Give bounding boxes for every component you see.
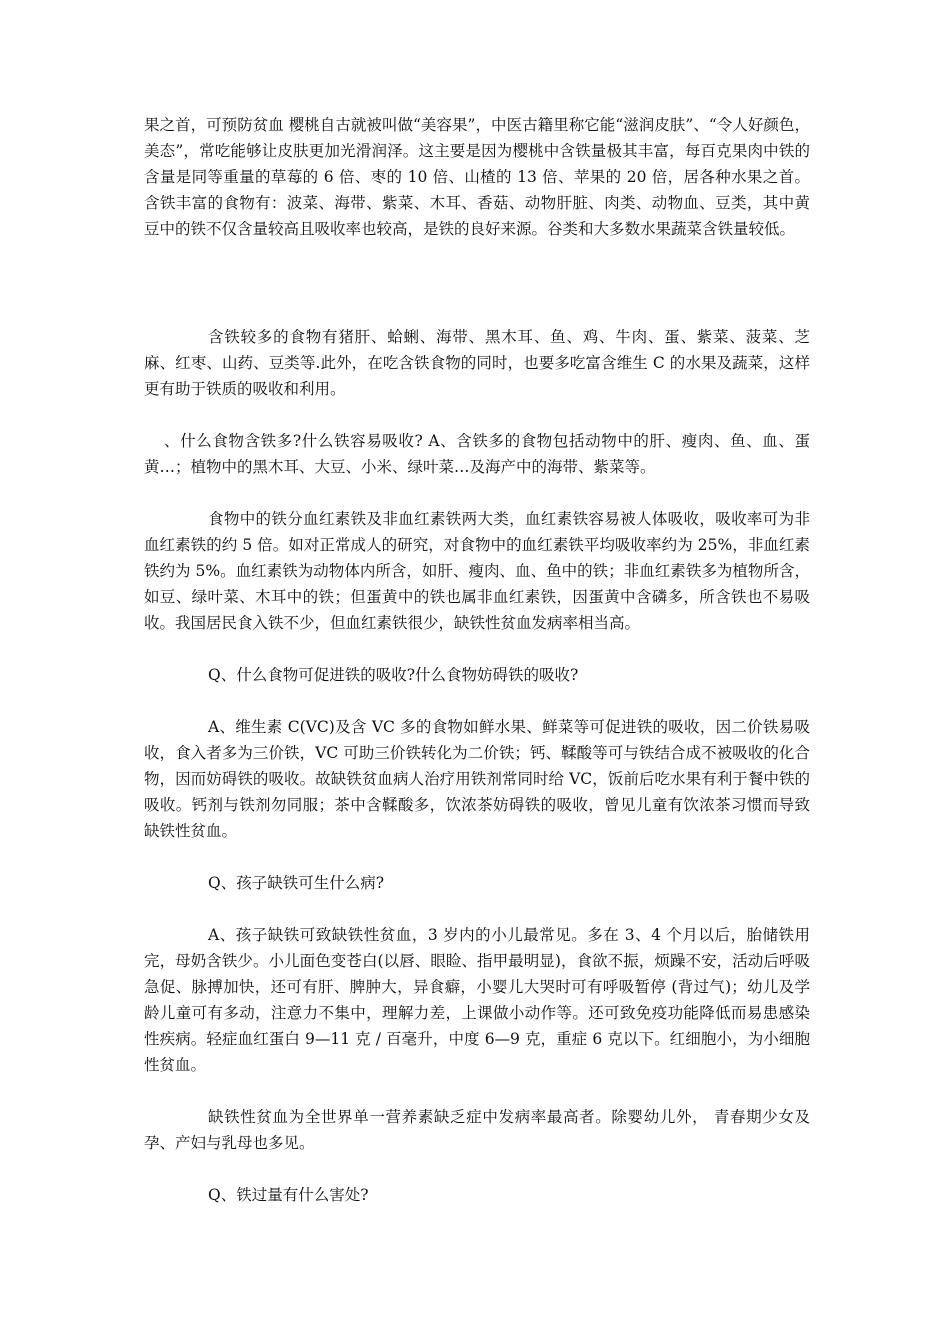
answer-child-deficiency: A、孩子缺铁可致缺铁性贫血，3 岁内的小儿最常见。多在 3、4 个月以后，胎储铁用完，母奶含铁少。小儿面色变苍白(以唇、眼睑、指甲最明显)，食欲不振，烦躁不安，活动后呼吸急促、脉搏加快，还可有肝、脾肿大，异食癖，小婴儿大哭时可有呼吸暂停 (背过气)；幼儿及学龄儿童可有多动，注意力不集中，理解力差，上课做小动作等。还可致免疫功能降低而易患感染性疾病。轻症血红蛋白 9—11 克 / 百毫升，中度 6—9 克，重症 6 克以下。红细胞小，为小细胞性贫血。	[144, 926, 810, 1074]
question-absorption: Q、什么食物可促进铁的吸收?什么食物妨碍铁的吸收?	[208, 666, 579, 684]
paragraph-cherry-iron: 果之首，可预防贫血 樱桃自古就被叫做“美容果”，中医古籍里称它能“滋润皮肤”、“令人好颜色，美态”，常吃能够让皮肤更加光滑润泽。这主要是因为樱桃中含铁量极其丰富，每百克果肉中铁的含量是同等重量的草莓的 6 倍、枣的 10 倍、山楂的 13 倍、苹果的 20 倍，居各种水果之首。 含铁丰富的食物有：波菜、海带、紫菜、木耳、香菇、动物肝脏、肉类、动物血、豆类，其中黄豆中的铁不仅含量较高且吸收率也较高，是铁的良好来源。谷类和大多数水果蔬菜含铁量较低。	[144, 116, 810, 238]
paragraph-heme-iron: 食物中的铁分血红素铁及非血红素铁两大类，血红素铁容易被人体吸收，吸收率可为非血红素铁的约 5 倍。如对正常成人的研究，对食物中的血红素铁平均吸收率约为 25%，非血红素铁约为 5%。血红素铁为动物体内所含，如肝、瘦肉、血、鱼中的铁；非血红素铁多为植物所含，如豆、绿叶菜、木耳中的铁；但蛋黄中的铁也属非血红素铁，因蛋黄中含磷多，所含铁也不易吸收。我国居民食入铁不少，但血红素铁很少，缺铁性贫血发病率相当高。	[144, 510, 810, 632]
paragraph-iron-rich-foods: 含铁较多的食物有猪肝、蛤蜊、海带、黑木耳、鱼、鸡、牛肉、蛋、紫菜、菠菜、芝麻、红枣、山药、豆类等.此外，在吃含铁食物的同时，也要多吃富含维生 C 的水果及蔬菜，这样更有助于铁质的吸收和利用。	[144, 328, 810, 398]
question-iron-overload: Q、铁过量有什么害处?	[208, 1186, 369, 1204]
paragraph-anemia-prevalence: 缺铁性贫血为全世界单一营养素缺乏症中发病率最高者。除婴幼儿外， 青春期少女及孕、产妇与乳母也多见。	[144, 1108, 810, 1152]
question-child-deficiency: Q、孩子缺铁可生什么病?	[208, 874, 385, 892]
paragraph-spacer	[144, 402, 810, 428]
answer-absorption: A、维生素 C(VC)及含 VC 多的食物如鲜水果、鲜菜等可促进铁的吸收，因二价铁易吸收，食入者多为三价铁，VC 可助三价铁转化为二价铁；钙、鞣酸等可与铁结合成不被吸收的化合物，因而妨碍铁的吸收。故缺铁贫血病人治疗用铁剂常同时给 VC，饭前后吃水果有利于餐中铁的吸收。钙剂与铁剂勿同服；茶中含鞣酸多，饮浓茶妨碍铁的吸收，曾见儿童有饮浓茶习惯而导致缺铁性贫血。	[144, 718, 810, 840]
paragraph-question-iron-foods: 、什么食物含铁多?什么铁容易吸收? A、含铁多的食物包括动物中的肝、瘦肉、鱼、血、蛋黄…；植物中的黑木耳、大豆、小米、绿叶菜…及海产中的海带、紫菜等。	[144, 432, 810, 476]
paragraph-spacer	[144, 636, 810, 662]
paragraph-spacer	[144, 1078, 810, 1104]
paragraph-spacer	[144, 844, 810, 870]
paragraph-spacer	[144, 896, 810, 922]
paragraph-spacer	[144, 242, 810, 324]
paragraph-spacer	[144, 688, 810, 714]
paragraph-spacer	[144, 1156, 810, 1182]
document-body	[144, 112, 810, 1208]
paragraph-spacer	[144, 480, 810, 506]
